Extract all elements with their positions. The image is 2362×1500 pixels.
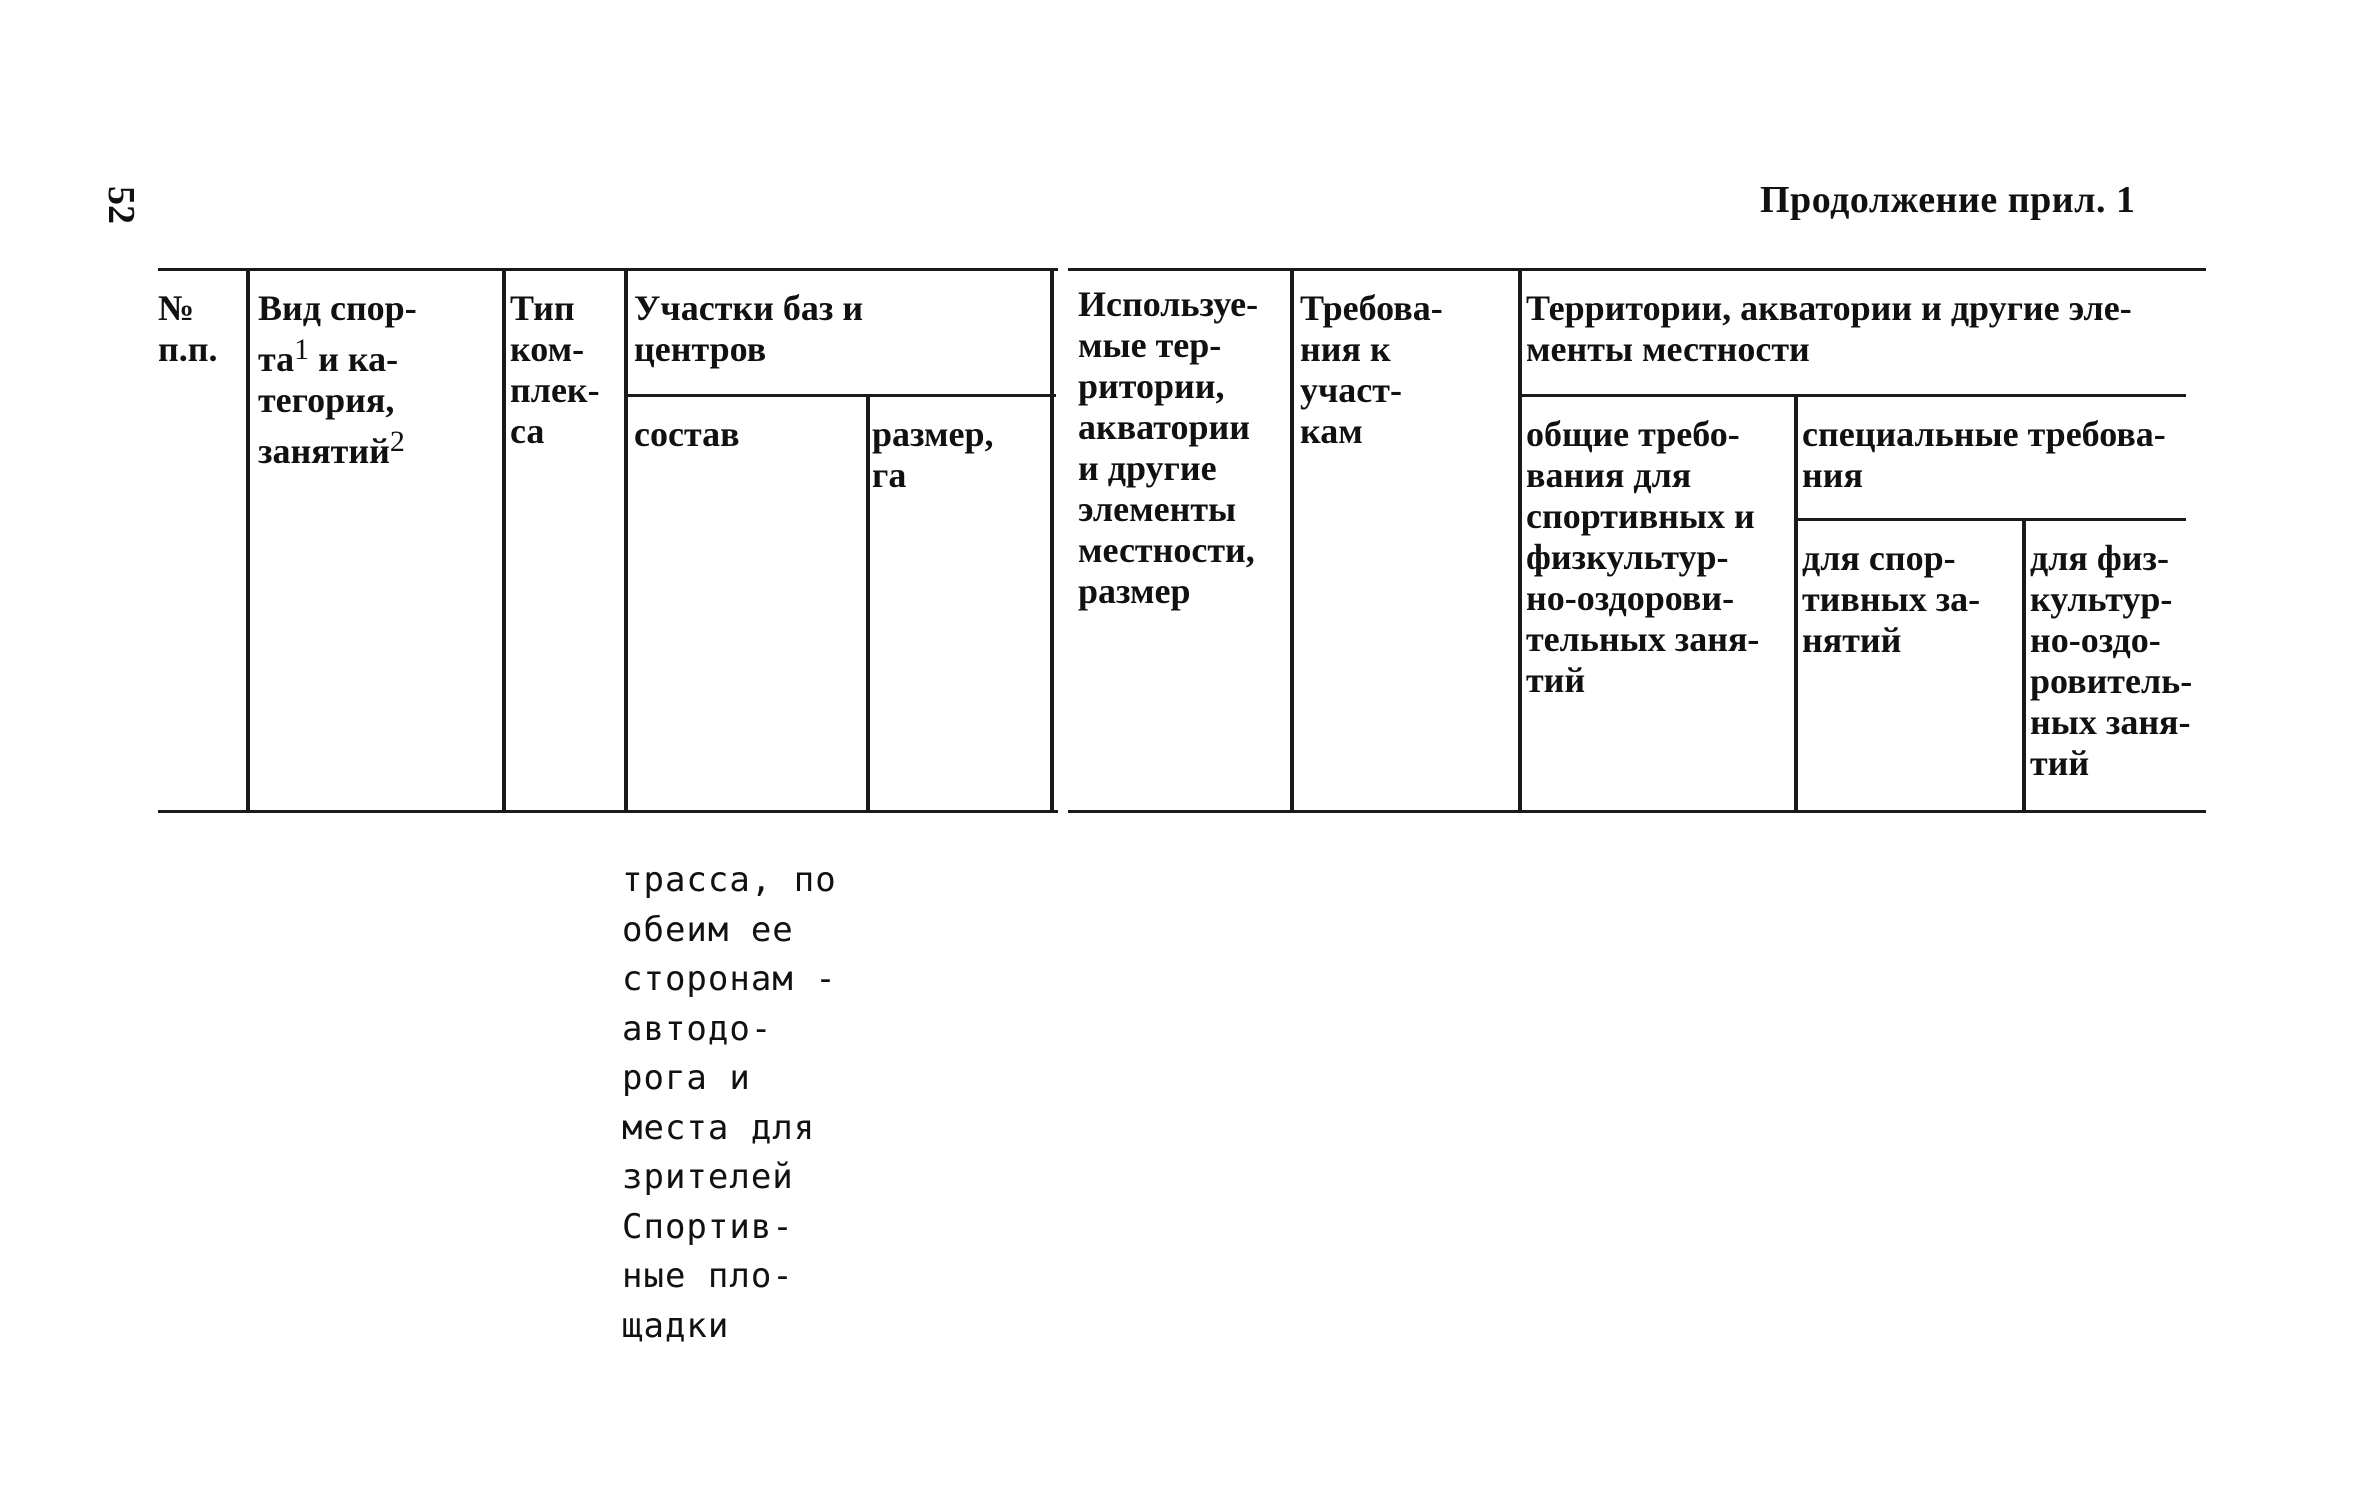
header-sport-category <box>258 288 498 472</box>
page-number: 52 <box>100 186 142 224</box>
header-requirements: Требова- ния к участ- кам <box>1300 288 1443 451</box>
header-size: размер, га <box>872 414 994 495</box>
col-sep-7 <box>1518 268 1522 812</box>
typed-line: щадки <box>622 1305 730 1346</box>
col-sep-3 <box>624 268 628 812</box>
header-used-territories: Используе- мые тер- ритории, акватории и другие элементы местности, размер <box>1078 284 1259 611</box>
typed-line: Спортив- <box>622 1206 794 1247</box>
typed-line: места для <box>622 1107 816 1148</box>
typed-line: обеим ее <box>622 909 794 950</box>
territories-subheader-rule <box>1520 394 2186 397</box>
col-sep-4 <box>866 394 870 812</box>
table-top-rule-right <box>1068 268 2206 271</box>
header-complex-type: Тип ком- плек- са <box>510 288 600 451</box>
table-bottom-rule <box>158 810 1058 813</box>
col-sep-8 <box>1794 394 1798 812</box>
special-subheader-rule <box>1796 518 2186 521</box>
header-composition: состав <box>634 414 740 454</box>
footnote-2: 2 <box>389 425 405 458</box>
sport-text-1: Вид спор- та <box>258 288 417 379</box>
typed-line: автодо- <box>622 1008 773 1049</box>
typed-line: зрителей <box>622 1157 794 1197</box>
header-bases: Участки баз и центров <box>634 288 864 369</box>
col-sep-9 <box>2022 518 2026 810</box>
typed-line: сторонам - <box>622 959 837 999</box>
col-sep-5 <box>1050 268 1054 812</box>
table-bottom-rule-right <box>1068 810 2206 813</box>
continuation-title: Продолжение прил. 1 <box>1760 179 2136 221</box>
typed-line: трасса, по <box>622 860 837 900</box>
footnote-1: 1 <box>294 333 310 366</box>
col-sep-2 <box>502 268 506 812</box>
header-special-requirements: специальные требова- ния <box>1802 414 2166 495</box>
header-for-sport: для спор- тивных за- нятий <box>1802 538 1981 660</box>
header-for-fitness: для физ- культур- но-оздо- ровитель- ных заня- тий <box>2030 538 2193 783</box>
typed-line: ные пло- <box>622 1256 794 1296</box>
table-top-rule <box>158 268 1058 271</box>
typed-fragment <box>622 856 837 1351</box>
typed-line: рога и <box>622 1058 751 1098</box>
col-sep-1 <box>246 268 250 812</box>
bases-subheader-rule <box>626 394 1056 397</box>
header-number: № п.п. <box>158 288 218 369</box>
header-territories: Территории, акватории и другие эле- менты местности <box>1526 288 2132 369</box>
col-sep-6 <box>1290 268 1294 812</box>
header-general-requirements: общие требо- вания для спортивных и физкультур- но-оздорови- тельных заня- тий <box>1526 414 1760 700</box>
sport-text-2: и ка- тегория, занятий <box>258 339 399 471</box>
